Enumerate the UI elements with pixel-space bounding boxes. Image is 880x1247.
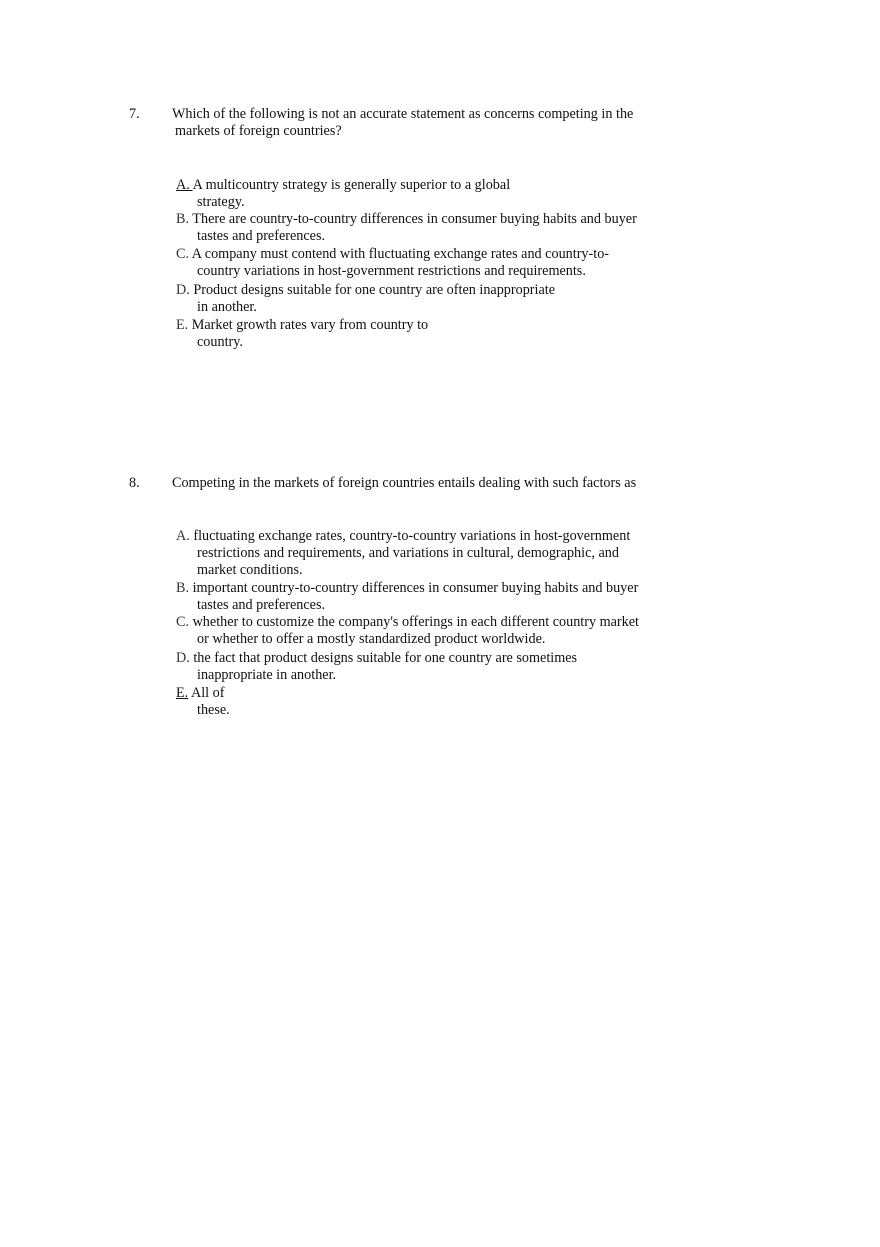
option-text: A multicountry strategy is generally superior to a global (192, 177, 511, 193)
option-text: There are country-to-country differences in consumer buying habits and buyer (189, 211, 637, 227)
option-8a (176, 528, 666, 579)
option-8c (176, 614, 666, 648)
option-text-continued: these. (197, 702, 230, 718)
option-8d (176, 650, 666, 684)
option-7d (176, 282, 666, 316)
option-text-continued: or whether to offer a mostly standardized product worldwide. (197, 631, 546, 647)
question-stem (172, 106, 662, 140)
option-text-continued: in another. (197, 299, 257, 315)
option-letter: D. (176, 650, 190, 666)
question-number: 7. (129, 106, 140, 122)
option-text-continued: tastes and preferences. (197, 228, 326, 244)
option-letter: A. (176, 528, 190, 544)
option-text: Market growth rates vary from country to (188, 317, 429, 333)
option-text: important country-to-country differences in consumer buying habits and buyer (189, 580, 639, 596)
option-letter: E. (176, 685, 189, 701)
option-letter: B. (176, 211, 190, 227)
option-text: All of (188, 685, 225, 701)
question-stem-line: Competing in the markets of foreign countries entails dealing with such factors as (172, 475, 637, 491)
option-letter: B. (176, 580, 190, 596)
option-7e (176, 317, 666, 351)
option-text-continued: inappropriate in another. (197, 667, 337, 683)
option-8e (176, 685, 666, 719)
option-text: A company must contend with fluctuating exchange rates and country-to- (189, 246, 610, 262)
option-letter: A. (176, 177, 193, 193)
question-number: 8. (129, 475, 140, 491)
option-letter: C. (176, 614, 190, 630)
option-letter: C. (176, 246, 190, 262)
option-text: fluctuating exchange rates, country-to-country variations in host-government (189, 528, 631, 544)
option-letter: E. (176, 317, 189, 333)
option-text-continued: country variations in host-government restrictions and requirements. (197, 263, 586, 279)
option-7a (176, 177, 666, 211)
option-text-continued: restrictions and requirements, and variations in cultural, demographic, and (197, 545, 619, 561)
option-8b (176, 580, 666, 614)
question-stem (172, 475, 662, 492)
option-text-continued: strategy. (197, 194, 245, 210)
option-7c (176, 246, 666, 280)
option-text: Product designs suitable for one country are often inappropriate (189, 282, 556, 298)
option-letter: D. (176, 282, 190, 298)
question-stem-line: markets of foreign countries? (175, 123, 342, 139)
option-text-continued: tastes and preferences. (197, 597, 326, 613)
option-7b (176, 211, 666, 245)
option-text-continued: country. (197, 334, 243, 350)
question-stem-line: Which of the following is not an accurate statement as concerns competing in the (172, 106, 634, 122)
option-text-continued: market conditions. (197, 562, 303, 578)
option-text: the fact that product designs suitable for one country are sometimes (189, 650, 578, 666)
option-text: whether to customize the company's offerings in each different country market (189, 614, 639, 630)
